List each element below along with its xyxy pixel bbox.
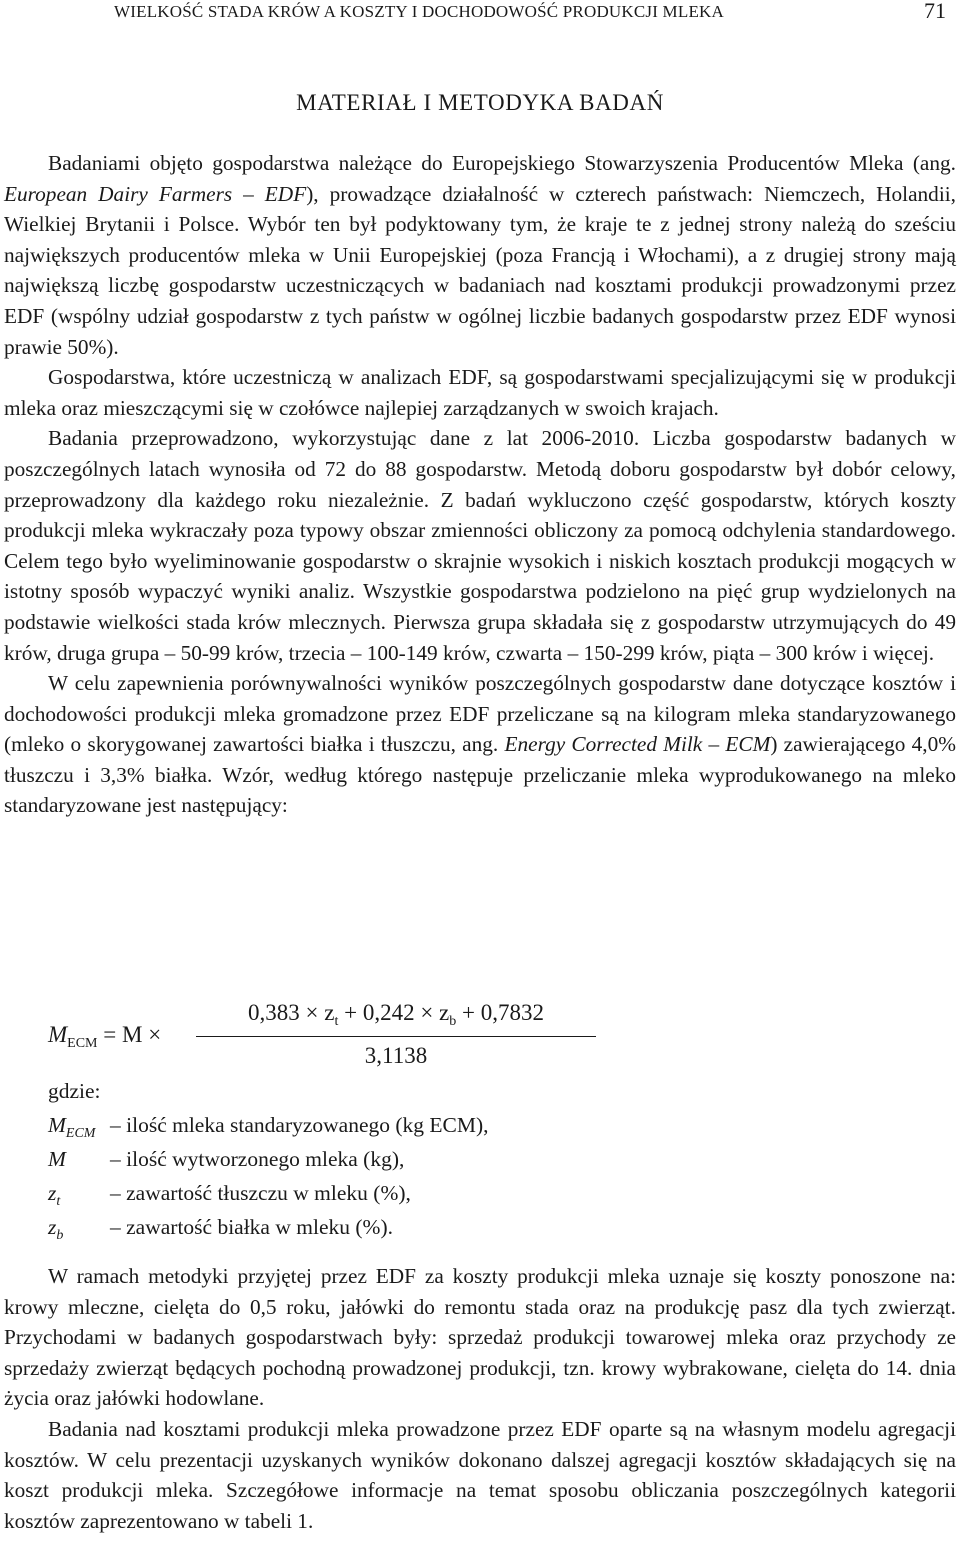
paragraph-4-text-a: W celu zapewnienia porównywalności wyników poszczególnych gospodarstw dane dotyczące kosztów i dochodowości produkcji mleka gromadzone przez EDF przeliczane są na kilogram mleka standaryzowanego (mleko o skorygowanej zawartości białka i tłuszczu, ang. [4, 671, 956, 757]
formula-num-a: 0,383 × z [248, 1000, 335, 1025]
paragraph-1 [4, 148, 956, 362]
paragraph-2: Gospodarstwa, które uczestniczą w analizach EDF, są gospodarstwami specjalizującymi się w produkcji mleka oraz mieszczącymi się w czołówce najlepiej zarządzanych w swoich krajach. [4, 365, 956, 420]
definition-symbol: $M_{ECM}$ [48, 1113, 96, 1141]
formula-definitions [48, 1079, 489, 1249]
definition-item [48, 1113, 489, 1147]
paragraph-4 [4, 668, 956, 821]
page-number: 71 [924, 0, 946, 23]
paragraph-1-text-a: Badaniami objęto gospodarstwa należące do Europejskiego Stowarzyszenia Producentów Mleka (ang. [48, 151, 956, 175]
definition-text: – zawartość białka w mleku (%). [110, 1215, 393, 1239]
paragraph-1-italic: European Dairy Farmers – EDF [4, 181, 307, 206]
running-head: WIELKOŚĆ STADA KRÓW A KOSZTY I DOCHODOWOŚĆ PRODUKCJI MLEKA [114, 2, 724, 21]
definition-symbol: $z_t$ [48, 1181, 61, 1209]
formula-lhs-subscript: ECM [67, 1036, 98, 1051]
body-text-upper [4, 148, 956, 821]
formula-fraction [196, 1000, 596, 1069]
paragraph-6: Badania nad kosztami produkcji mleka prowadzone przez EDF oparte są na własnym modelu agregacji kosztów. W celu prezentacji uzyskanych wyników dokonano dalszej agregacji kosztów składających się na koszt produkcji mleka. Szczegółowe informacje na temat sposobu obliczania poszczególnych kategorii kosztów zaprezentowano w tabeli 1. [4, 1416, 956, 1533]
paragraph-4-italic: Energy Corrected Milk – ECM [504, 732, 771, 757]
ecm-formula [48, 1000, 608, 1070]
definition-text: – ilość mleka standaryzowanego (kg ECM), [110, 1113, 489, 1137]
definition-text: – ilość wytworzonego mleka (kg), [110, 1147, 405, 1171]
formula-lhs-symbol: M [48, 1022, 68, 1047]
formula-num-b: + 0,242 × z [338, 1000, 450, 1025]
formula-numerator [196, 1000, 596, 1037]
body-text-lower [4, 1261, 956, 1536]
definition-item [48, 1147, 405, 1181]
formula-num-c: + 0,7832 [456, 1000, 544, 1025]
formula-lhs [48, 1022, 161, 1052]
definition-text: – zawartość tłuszczu w mleku (%), [110, 1181, 411, 1205]
formula-num-sub-t: t [334, 1014, 339, 1029]
definition-item [48, 1181, 411, 1215]
paragraph-3: Badania przeprowadzono, wykorzystując dane z lat 2006-2010. Liczba gospodarstw badanych w poszczególnych latach wynosiła od 72 do 88 gospodarstw. Metodą doboru gospodarstw był dobór celowy, przeprowadzony dla każdego roku niezależnie. Z badań wykluczono część gospodarstw, których koszty produkcji mleka wykraczały poza typowy obszar zmienności obliczony za pomocą odchylenia standardowego. Celem tego było wyeliminowanie gospodarstw o skrajnie wysokich i niskich kosztach produkcji mogących w istotny sposób wypaczyć wyniki analiz. Wszystkie gospodarstwa podzielono na pięć grup wydzielonych na podstawie wielkości stada krów mlecznych. Pierwsza grupa składała się z gospodarstw utrzymujących do 49 krów, druga grupa – 50-99 krów, trzecia – 100-149 krów, czwarta – 150-299 krów, piąta – 300 krów i więcej. [4, 426, 956, 665]
definitions-heading: gdzie: [48, 1079, 101, 1103]
paragraph-4-text-b: ) zawierającego 4,0% tłuszczu i 3,3% białka. Wzór, według którego następuje przeliczanie mleka wyprodukowanego na mleko standaryzowane jest następujący: [4, 732, 957, 818]
definition-symbol: $z_b$ [48, 1215, 64, 1243]
formula-num-sub-b: b [449, 1014, 457, 1029]
formula-equals: = M × [97, 1022, 162, 1047]
definition-symbol: M [48, 1147, 66, 1171]
formula-denominator: 3,1138 [364, 1043, 428, 1068]
paragraph-5: W ramach metodyki przyjętej przez EDF za koszty produkcji mleka uznaje się koszty ponoszone na: krowy mleczne, cielęta do 0,5 roku, jałówki do remontu stada oraz na produkcję pasz dla tych zwierząt. Przychodami w badanych gospodarstwach były: sprzedaż produkcji towarowej mleka oraz przychody ze sprzedaży zwierząt będących pochodną prowadzonej produkcji, tzn. krowy wybrakowane, cielęta do 14. dnia życia oraz jałówki hodowlane. [4, 1264, 956, 1411]
section-title: MATERIAŁ I METODYKA BADAŃ [296, 90, 664, 115]
definition-item [48, 1215, 393, 1249]
paragraph-1-text-b: ), prowadzące działalność w czterech państwach: Niemczech, Holandii, Wielkiej Brytanii i Polsce. Wybór ten był podyktowany tym, że kraje te z jednej strony należą do sześciu największych producentów mleka w Unii Europejskiej (poza Francją i Włochami), a z drugiej strony mają największą liczbę gospodarstw uczestniczących w badaniach nad kosztami produkcji prowadzonymi przez EDF (wspólny udział gospodarstw z tych państw w ogólnej liczbie badanych gospodarstw przez EDF wynosi prawie 50%). [4, 181, 956, 359]
